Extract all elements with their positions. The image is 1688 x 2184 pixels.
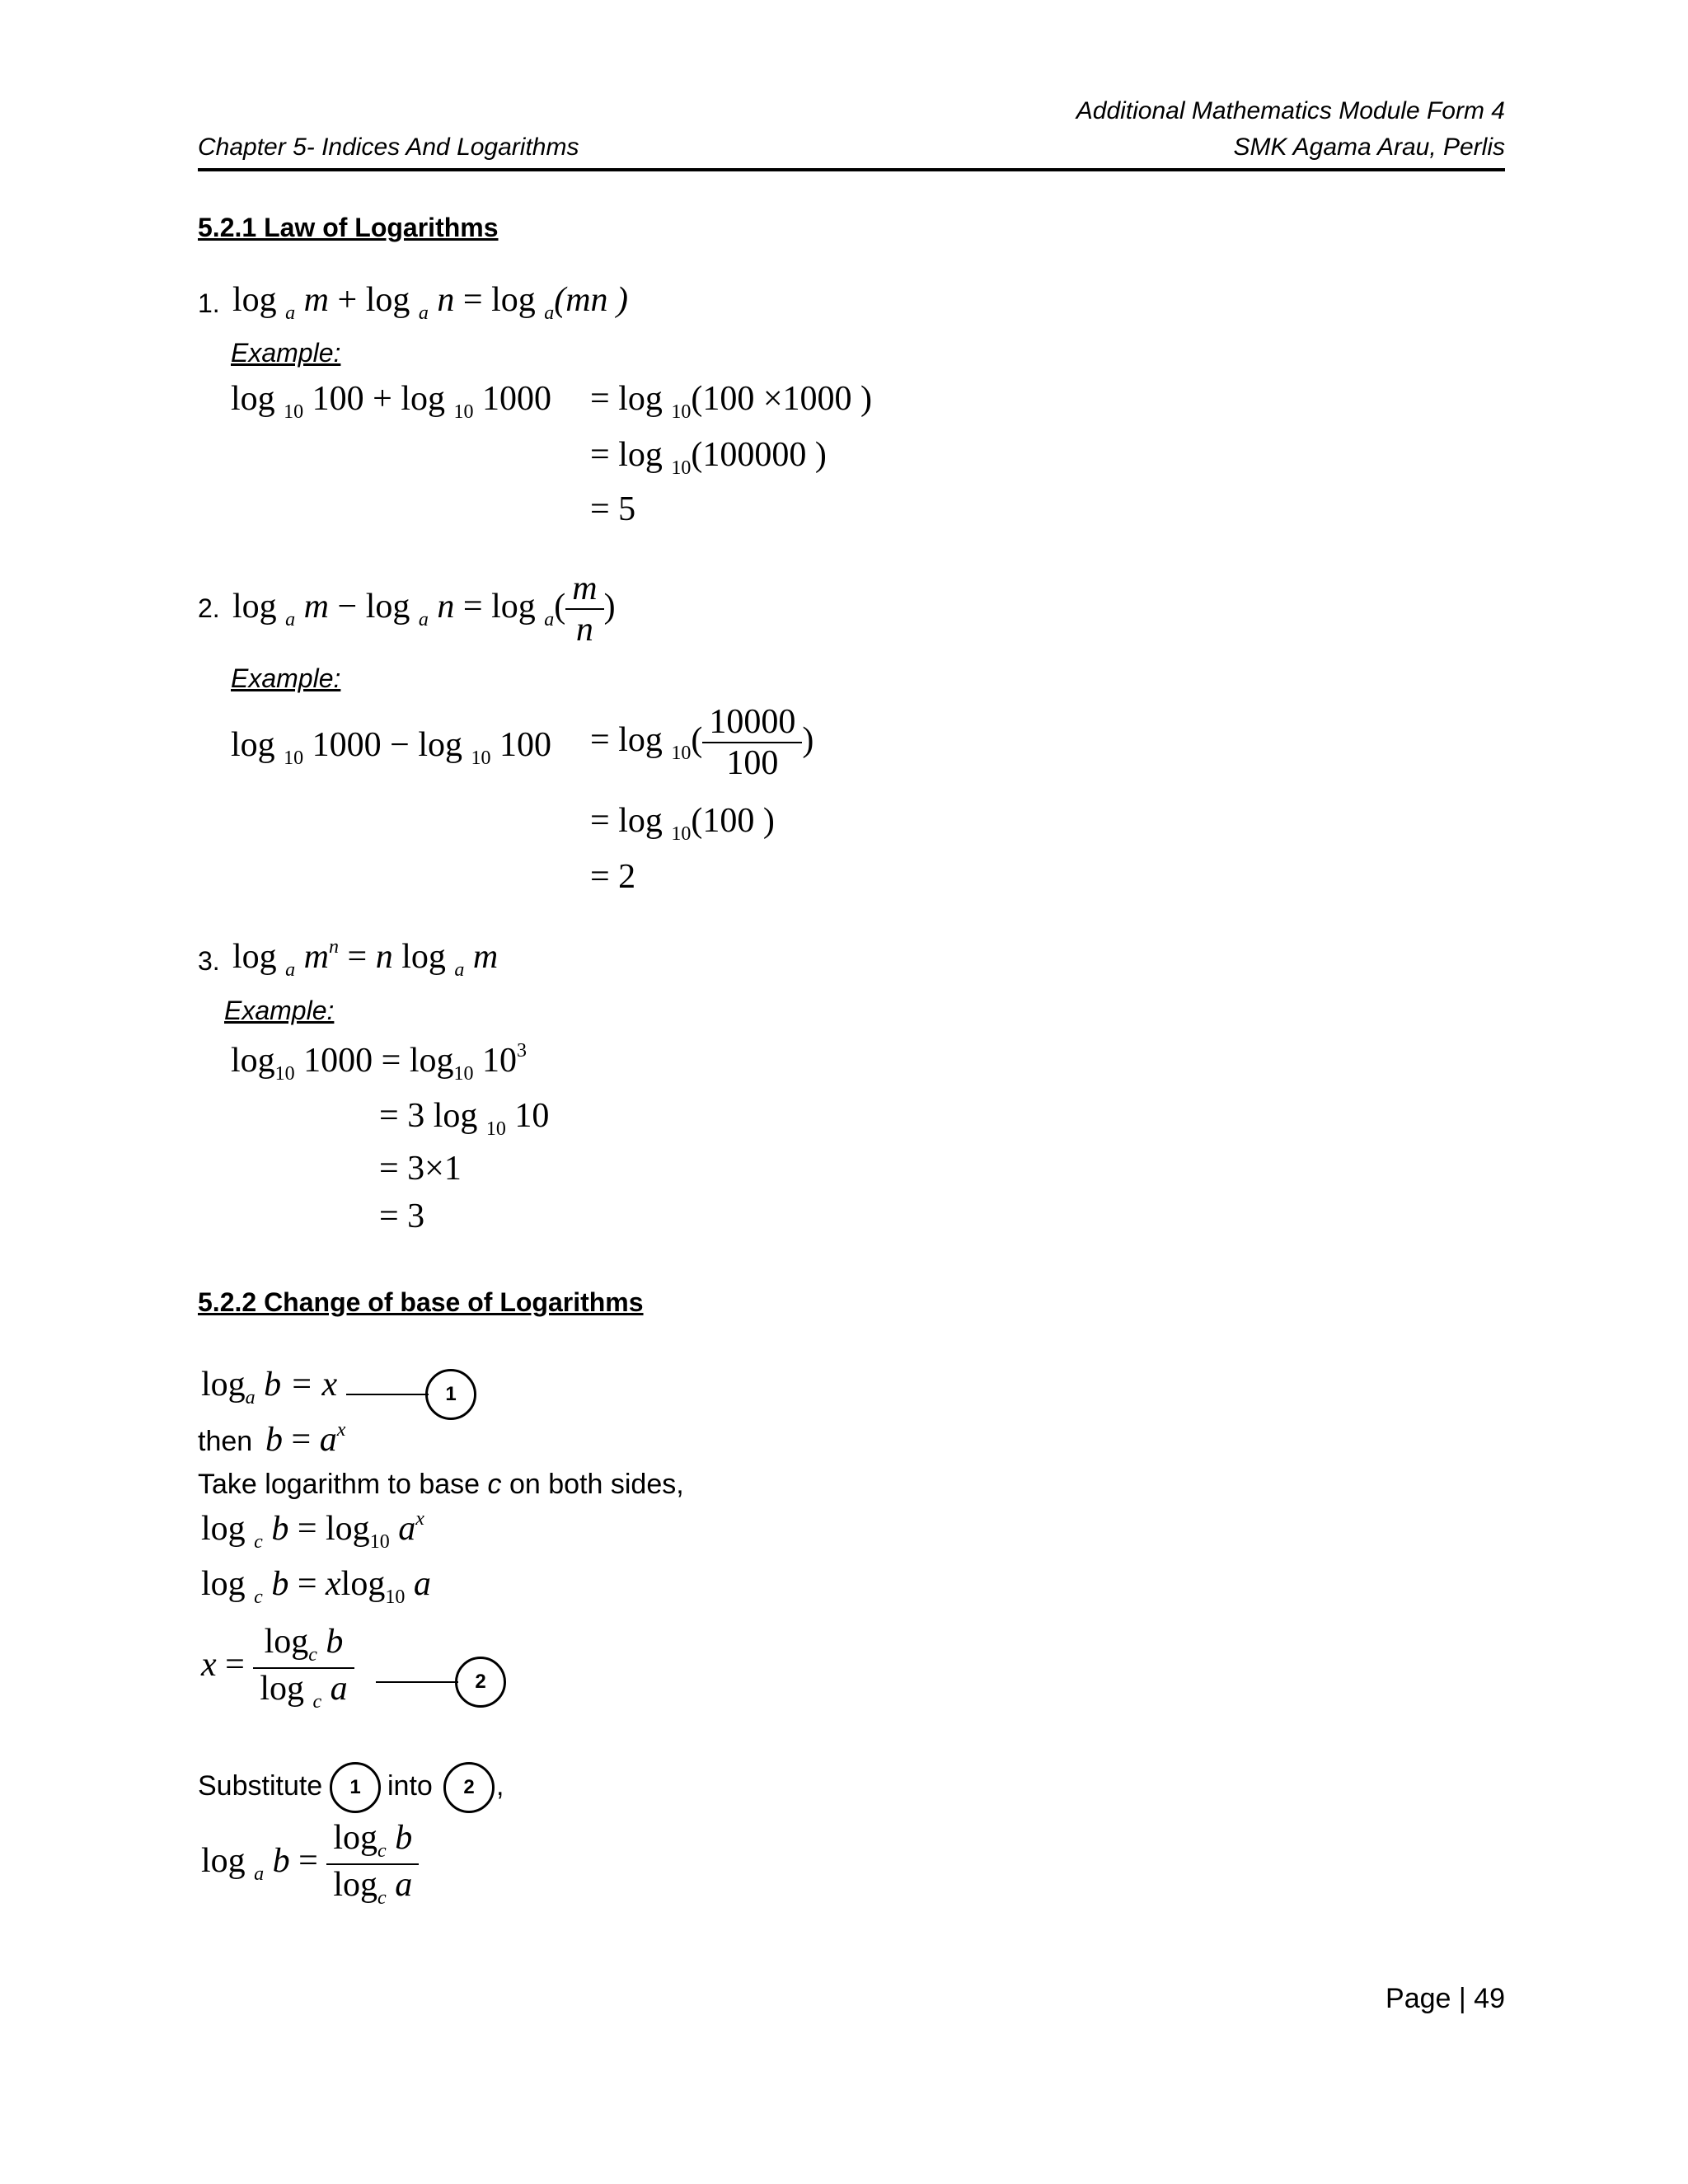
leader-line-2 [376, 1681, 458, 1683]
substitute-marker-2: 2 [443, 1762, 495, 1813]
law-3-example-step-2: = 3 log $_{10}$ 10 [379, 1097, 550, 1140]
section-title-law-of-logarithms: 5.2.1 Law of Logarithms [198, 213, 499, 242]
law-2-number: 2. [198, 593, 220, 623]
change-base-eq-3: log $_c$ $b = \log_{10} a^x$ [201, 1508, 424, 1553]
change-base-eq-4: log $_c$ b = xlog$_{10}$ a [201, 1565, 431, 1608]
page-number: Page | 49 [1386, 1983, 1505, 2014]
law-1-example-step-2: = log $_{10}$(100000 ) [590, 436, 827, 479]
then-word: then [198, 1426, 253, 1457]
law-3-example-step-4: = 3 [379, 1197, 425, 1235]
law-1-example-label: Example: [231, 338, 341, 368]
law-3-number: 3. [198, 946, 220, 976]
law-3-example-step-3: = 3×1 [379, 1150, 462, 1188]
leader-line-1 [346, 1394, 429, 1395]
school-name: SMK Agama Arau, Perlis [1233, 134, 1505, 161]
law-1-example-step-1: = log $_{10}$(100 ×1000 ) [590, 380, 873, 423]
into-word: into [387, 1770, 433, 1802]
change-base-final-formula: log $_a$ b = $\frac{\log_c b}{\log_c a}$ [201, 1818, 419, 1910]
chapter-title: Chapter 5- Indices And Logarithms [198, 134, 579, 161]
law-1-formula: log $_a$ m + log $_a$ n = log $_a$(mn ) [232, 281, 629, 324]
law-1-number: 1. [198, 288, 220, 318]
substitute-word: Substitute [198, 1770, 323, 1802]
law-2-example-step-2: = log $_{10}$(100 ) [590, 802, 775, 845]
law-2-example-lhs: log $_{10}$ 1000 − log $_{10}$ 100 [231, 726, 552, 769]
law-2-example-step-3: = 2 [590, 858, 636, 896]
law-2-example-label: Example: [231, 663, 341, 693]
change-base-eq-5: x = $\frac{\log_c b}{\log _c a}$ [201, 1622, 354, 1713]
law-1-example-step-3: = 5 [590, 490, 636, 528]
equation-marker-1: 1 [425, 1369, 476, 1420]
take-log-instruction: Take logarithm to base c on both sides, [198, 1469, 684, 1500]
substitute-comma: , [496, 1770, 504, 1802]
header-rule [198, 168, 1505, 171]
law-2-example-step-1: = log $_{10}$( $\frac{10000}{100}$ ) [590, 703, 814, 783]
law-3-formula: log $_a$ $m^n = n$ log $_a$ m [232, 936, 499, 981]
law-3-example-label: Example: [224, 996, 335, 1025]
substitute-marker-1: 1 [330, 1762, 381, 1813]
law-1-example-lhs: log $_{10}$ 100 + log $_{10}$ 1000 [231, 380, 552, 423]
section-title-change-of-base: 5.2.2 Change of base of Logarithms [198, 1287, 644, 1317]
module-title: Additional Mathematics Module Form 4 [1076, 97, 1505, 124]
law-3-example-step-1: $\log_{10} 1000 = \log_{10} 10^3$ [231, 1040, 528, 1085]
then-expression: $b = a^x$ [265, 1419, 346, 1459]
change-base-eq-1: $\log_a b = x$ [201, 1366, 338, 1408]
equation-marker-2: 2 [455, 1657, 506, 1708]
law-2-formula: log $_a$ m − log $_a$ n = log $_a$( $\frac{m}{n}$ ) [232, 569, 616, 649]
